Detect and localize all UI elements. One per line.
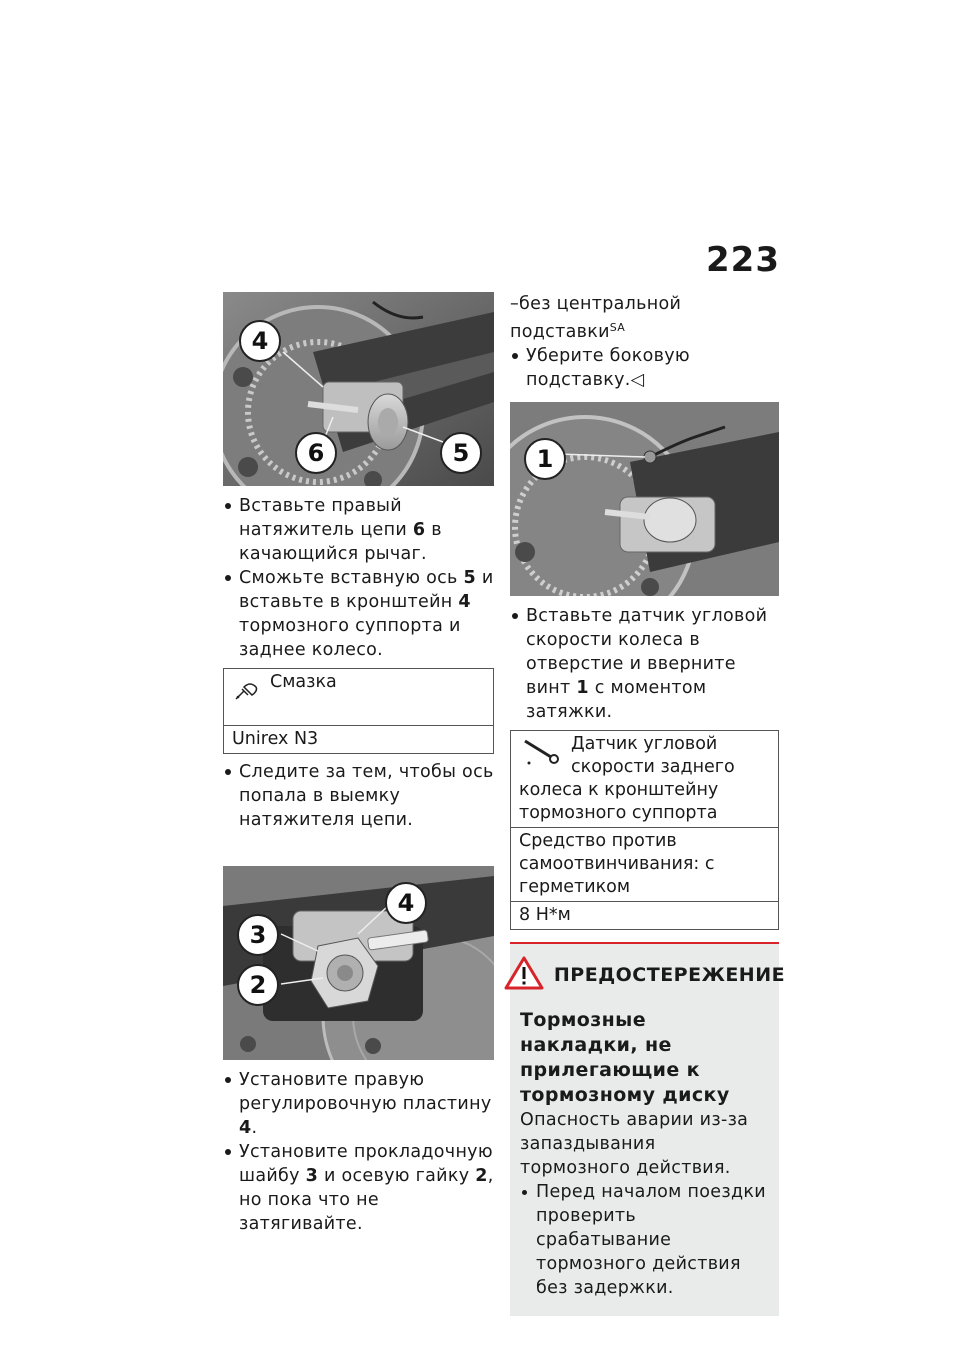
- lubricant-label: Смазка: [270, 672, 337, 692]
- condition-line: –без центральной подставки$^{SA}$: [510, 294, 682, 342]
- list-item: Уберите боковую подставку.◁: [510, 344, 779, 392]
- lubricant-label-cell: [224, 669, 494, 726]
- callout-label: 2: [237, 964, 279, 1006]
- torque-table: [510, 730, 779, 930]
- ref-number: 6: [412, 520, 426, 540]
- right-column: [510, 292, 786, 1316]
- ref-number: 4: [458, 592, 471, 612]
- photo-illustration: [510, 402, 779, 596]
- left-column: [223, 292, 494, 1236]
- torque-note: Средство против самоотвинчивания: с герметиком: [511, 828, 779, 902]
- callout-label: 4: [239, 320, 281, 362]
- step-list: [510, 344, 779, 392]
- warning-text: Опасность аварии из-за запаздывания тормозного действия.: [520, 1110, 749, 1178]
- step-list: [223, 760, 494, 832]
- warning-header: [520, 956, 786, 994]
- callout-label: 3: [237, 914, 279, 956]
- ref-number: 2: [475, 1166, 488, 1186]
- list-item: Перед началом поездки проверить срабатывание тормозного действия без задержки.: [520, 1180, 769, 1300]
- page-number: 223: [706, 240, 780, 280]
- end-mark-icon: ◁: [630, 370, 645, 390]
- list-item: Вставьте датчик угловой скорости колеса в отверстие и вверните винт 1 с моментом затяжки.: [510, 604, 779, 724]
- sa-superscript: SA: [609, 321, 626, 334]
- callout-label: 1: [524, 438, 566, 480]
- torque-label-cell: [511, 731, 779, 828]
- torque-value: 8 Н*м: [511, 902, 779, 930]
- grease-gun-icon: [234, 681, 260, 708]
- photo-rear-axle-tensioner: [223, 292, 494, 486]
- ref-number: 1: [576, 678, 589, 698]
- ref-number: 3: [305, 1166, 319, 1186]
- lubricant-table: [223, 668, 494, 754]
- step-list: [223, 494, 494, 662]
- list-item: Следите за тем, чтобы ось попала в выемку натяжителя цепи.: [223, 760, 494, 832]
- list-item: Сможьте вставную ось 5 и вставьте в кронштейн 4 тормозного суппорта и заднее колесо.: [223, 566, 494, 662]
- warning-title: ПРЕДОСТЕРЕЖЕНИЕ: [553, 964, 786, 986]
- callout-label: 6: [295, 432, 337, 474]
- photo-wheel-speed-sensor: [510, 402, 779, 596]
- list-item: Вставьте правый натяжитель цепи 6 в качающийся рычаг.: [223, 494, 494, 566]
- callout-label: 4: [385, 882, 427, 924]
- callout-label: 5: [440, 432, 482, 474]
- warning-subject: Тормозные накладки, не прилегающие к тормозному диску: [520, 1009, 730, 1106]
- warning-triangle-icon: [504, 956, 544, 994]
- torque-wrench-icon: [521, 739, 561, 772]
- list-item: Установите прокладочную шайбу 3 и осевую гайку 2, но пока что не затягивайте.: [223, 1140, 494, 1236]
- torque-label: Датчик угловой скорости заднего колеса к кронштейну тормозного суппорта: [519, 734, 735, 823]
- photo-illustration: [223, 866, 494, 1060]
- step-list: [510, 604, 779, 724]
- warning-list: [520, 1180, 769, 1300]
- ref-number: 4: [239, 1118, 252, 1138]
- step-list: [223, 1068, 494, 1236]
- photo-adjuster-plate: [223, 866, 494, 1060]
- list-item: Установите правую регулировочную пластину 4.: [223, 1068, 494, 1140]
- warning-box: [510, 942, 786, 1316]
- ref-number: 5: [463, 568, 476, 588]
- lubricant-value: Unirex N3: [224, 726, 494, 754]
